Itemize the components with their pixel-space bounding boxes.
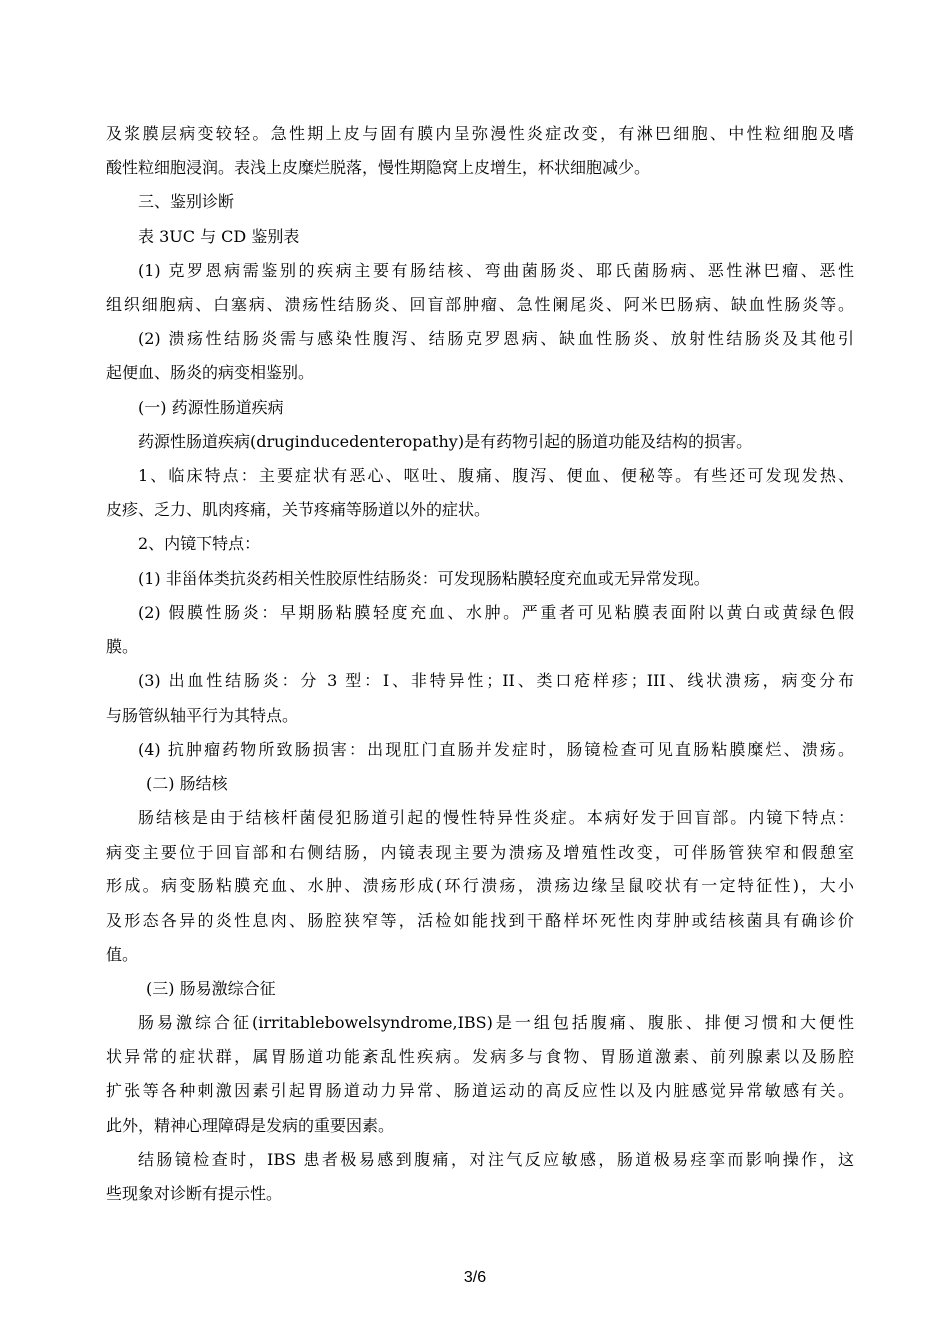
text-line: 三、鉴别诊断: [138, 192, 235, 211]
text-line: 肠易激综合征(irritablebowelsyndrome,IBS)是一组包括腹痛、腹胀、排便习惯和大便性: [138, 1013, 854, 1032]
text-line: 膜。: [106, 637, 139, 656]
text-line: (1) 非甾体类抗炎药相关性胶原性结肠炎：可发现肠粘膜轻度充血或无异常发现。: [138, 569, 710, 588]
text-line: 表 3UC 与 CD 鉴别表: [138, 227, 300, 246]
text-line: 结肠镜检查时，IBS 患者极易感到腹痛，对注气反应敏感，肠道极易痉挛而影响操作，这: [138, 1150, 854, 1169]
text-line: (2) 假膜性肠炎：早期肠粘膜轻度充血、水肿。严重者可见粘膜表面附以黄白或黄绿色假: [138, 603, 854, 622]
text-line: (2) 溃疡性结肠炎需与感染性腹泻、结肠克罗恩病、缺血性肠炎、放射性结肠炎及其他引: [138, 329, 854, 348]
text-line: (4) 抗肿瘤药物所致肠损害：出现肛门直肠并发症时，肠镜检查可见直肠粘膜糜烂、溃疡。: [138, 740, 854, 759]
text-line: (3) 出血性结肠炎：分 3 型：I、非特异性；II、类口疮样疹；III、线状溃疡，病变分布: [138, 671, 854, 690]
text-line: 及形态各异的炎性息肉、肠腔狭窄等，活检如能找到干酪样坏死性肉芽肿或结核菌具有确诊价: [106, 911, 854, 930]
text-line: 扩张等各种刺激因素引起胃肠道动力异常、肠道运动的高反应性以及内脏感觉异常敏感有关。: [106, 1081, 854, 1100]
text-line: 与肠管纵轴平行为其特点。: [106, 706, 299, 725]
text-line: (二) 肠结核: [146, 774, 228, 793]
text-line: 值。: [106, 945, 139, 964]
text-line: 些现象对诊断有提示性。: [106, 1184, 283, 1203]
text-line: 1、临床特点：主要症状有恶心、呕吐、腹痛、腹泻、便血、便秘等。有些还可发现发热、: [138, 466, 854, 485]
text-line: (三) 肠易激综合征: [146, 979, 276, 998]
text-line: 及浆膜层病变较轻。急性期上皮与固有膜内呈弥漫性炎症改变，有淋巴细胞、中性粒细胞及嗜: [106, 124, 854, 143]
text-line: 起便血、肠炎的病变相鉴别。: [106, 363, 315, 382]
text-line: 病变主要位于回盲部和右侧结肠，内镜表现主要为溃疡及增殖性改变，可伴肠管狭窄和假憩室: [106, 843, 854, 862]
text-line: 形成。病变肠粘膜充血、水肿、溃疡形成(环行溃疡，溃疡边缘呈鼠咬状有一定特征性)，大小: [106, 876, 854, 895]
text-line: 状异常的症状群，属胃肠道功能紊乱性疾病。发病多与食物、胃肠道激素、前列腺素以及肠腔: [106, 1047, 854, 1066]
text-line: 组织细胞病、白塞病、溃疡性结肠炎、回盲部肿瘤、急性阑尾炎、阿米巴肠病、缺血性肠炎等。: [106, 295, 854, 314]
text-line: 药源性肠道疾病(druginducedenteropathy)是有药物引起的肠道功能及结构的损害。: [138, 432, 753, 451]
page-number: 3/6: [463, 1269, 487, 1286]
text-line: 此外，精神心理障碍是发病的重要因素。: [106, 1116, 395, 1135]
text-line: (一) 药源性肠道疾病: [138, 398, 284, 417]
text-line: 肠结核是由于结核杆菌侵犯肠道引起的慢性特异性炎症。本病好发于回盲部。内镜下特点：: [138, 808, 854, 827]
text-line: 皮疹、乏力、肌肉疼痛，关节疼痛等肠道以外的症状。: [106, 500, 491, 519]
text-line: 2、内镜下特点：: [138, 534, 261, 553]
text-line: 酸性粒细胞浸润。表浅上皮糜烂脱落，慢性期隐窝上皮增生，杯状细胞减少。: [106, 158, 651, 177]
text-line: (1) 克罗恩病需鉴别的疾病主要有肠结核、弯曲菌肠炎、耶氏菌肠病、恶性淋巴瘤、恶性: [138, 261, 854, 280]
